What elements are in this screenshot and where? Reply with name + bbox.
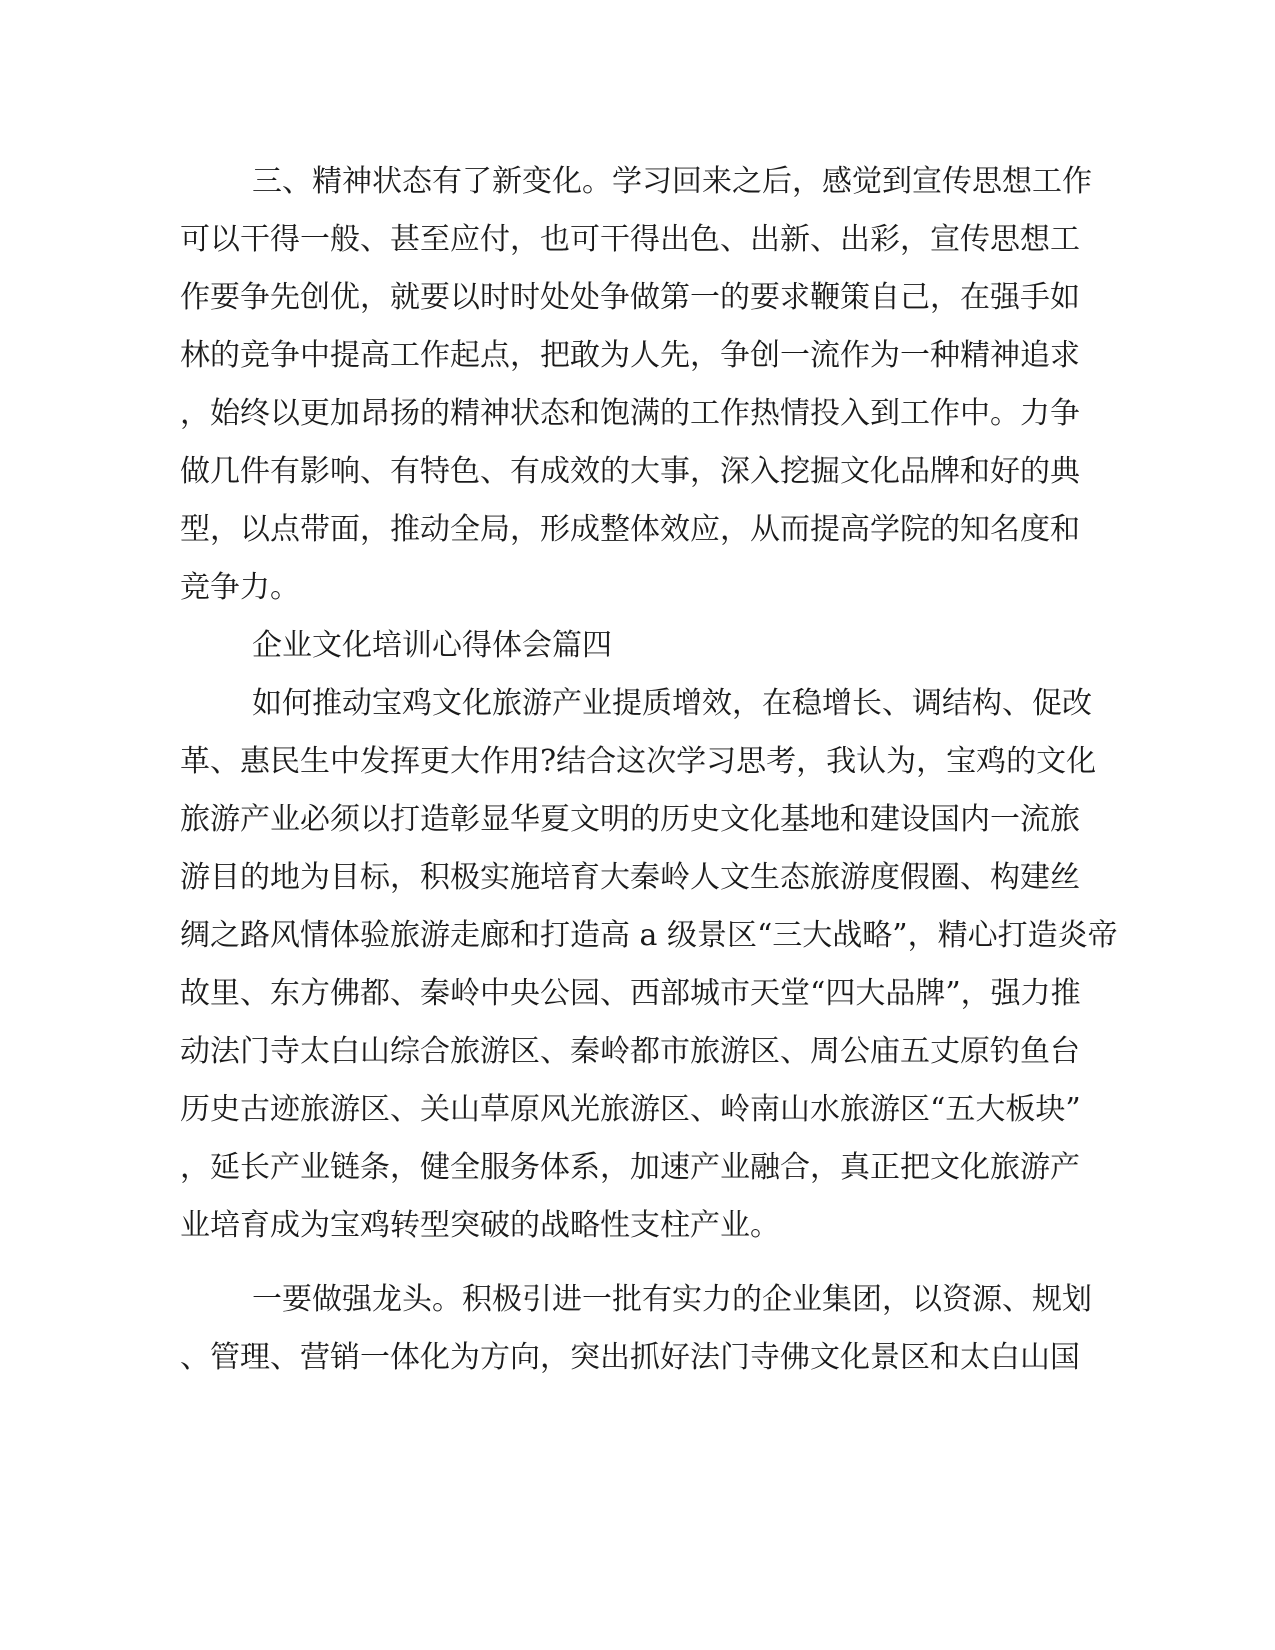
section3-line: 三、精神状态有了新变化。学习回来之后，感觉到宣传思想工作	[252, 164, 1092, 199]
section3-line: 林的竞争中提高工作起点，把敢为人先，争创一流作为一种精神追求	[180, 338, 1080, 373]
section3-line: ，始终以更加昂扬的精神状态和饱满的工作热情投入到工作中。力争	[180, 396, 1080, 431]
section3-line: 竞争力。	[180, 570, 300, 605]
paragraph2-line: 游目的地为目标，积极实施培育大秦岭人文生态旅游度假圈、构建丝	[180, 860, 1080, 895]
paragraph3-line: 一要做强龙头。积极引进一批有实力的企业集团，以资源、规划	[252, 1282, 1092, 1317]
paragraph2-line: 革、惠民生中发挥更大作用?结合这次学习思考，我认为，宝鸡的文化	[180, 744, 1097, 779]
paragraph2-line: 历史古迹旅游区、关山草原风光旅游区、岭南山水旅游区“五大板块”	[180, 1092, 1081, 1127]
paragraph2-line: 故里、东方佛都、秦岭中央公园、西部城市天堂“四大品牌”，强力推	[180, 976, 1081, 1011]
section3-line: 作要争先创优，就要以时时处处争做第一的要求鞭策自己，在强手如	[180, 280, 1080, 315]
paragraph2-line: 绸之路风情体验旅游走廊和打造高 a 级景区“三大战略”，精心打造炎帝	[180, 918, 1118, 953]
paragraph2-line: ，延长产业链条，健全服务体系，加速产业融合，真正把文化旅游产	[180, 1150, 1080, 1185]
section3-line: 可以干得一般、甚至应付，也可干得出色、出新、出彩，宣传思想工	[180, 222, 1080, 257]
paragraph2-line: 如何推动宝鸡文化旅游产业提质增效，在稳增长、调结构、促改	[252, 686, 1092, 721]
paragraph3-line: 、管理、营销一体化为方向，突出抓好法门寺佛文化景区和太白山国	[180, 1340, 1080, 1375]
paragraph2-line: 业培育成为宝鸡转型突破的战略性支柱产业。	[180, 1208, 780, 1243]
section3-line: 型，以点带面，推动全局，形成整体效应，从而提高学院的知名度和	[180, 512, 1080, 547]
section3-line: 做几件有影响、有特色、有成效的大事，深入挖掘文化品牌和好的典	[180, 454, 1080, 489]
section-heading: 企业文化培训心得体会篇四	[252, 628, 612, 663]
paragraph2-line: 旅游产业必须以打造彰显华夏文明的历史文化基地和建设国内一流旅	[180, 802, 1080, 837]
paragraph2-line: 动法门寺太白山综合旅游区、秦岭都市旅游区、周公庙五丈原钓鱼台	[180, 1034, 1080, 1069]
